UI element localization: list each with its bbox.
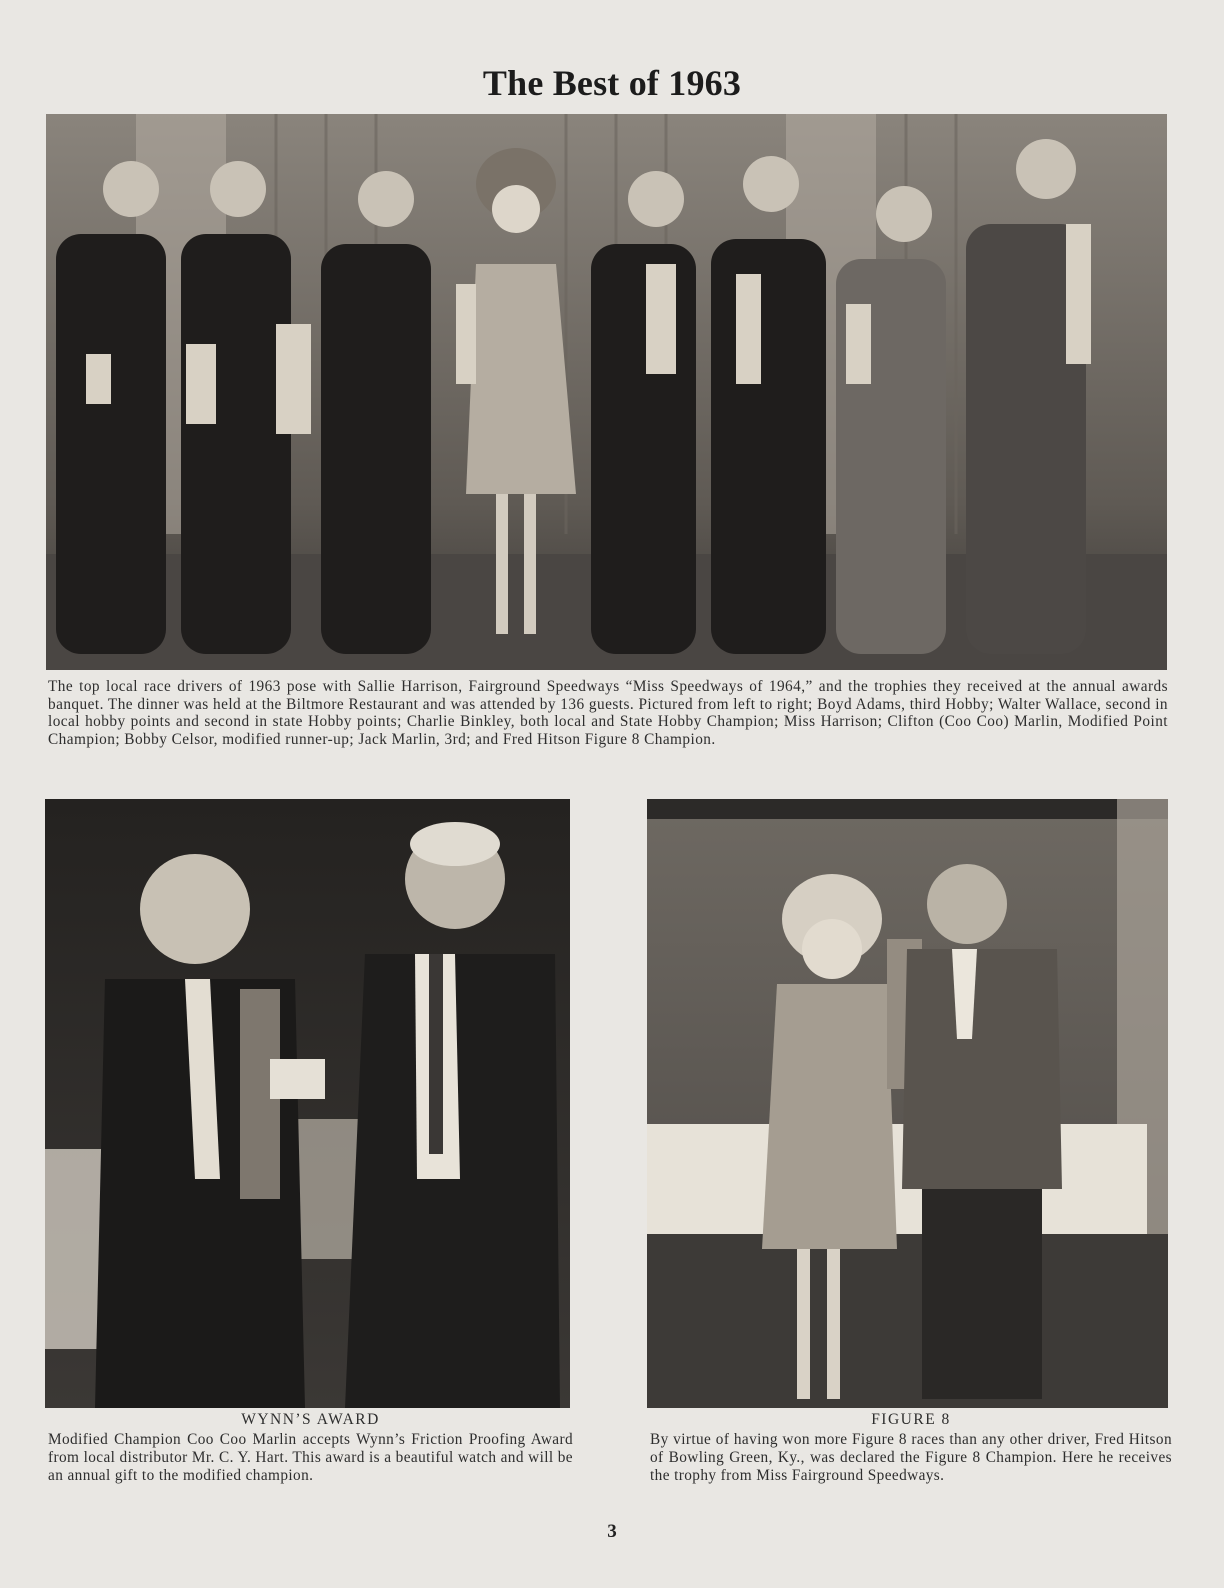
figure-8-caption bbox=[650, 1411, 1172, 1485]
wynns-award-heading: WYNN’S AWARD bbox=[241, 1411, 380, 1428]
figure-8-text: By virtue of having won more Figure 8 races than any other driver, Fred Hitson of Bowling Green, Ky., was declared the Figure 8 Champion. Here he receives the trophy from Miss Fairground Speedways. bbox=[650, 1431, 1172, 1484]
award-presentation-photo bbox=[45, 799, 570, 1408]
page-number: 3 bbox=[607, 1521, 617, 1542]
wynns-award-text: Modified Champion Coo Coo Marlin accepts Wynn’s Friction Proofing Award from local distributor Mr. C. Y. Hart. This award is a beautiful watch and will be an annual gift to the modified champion. bbox=[48, 1431, 573, 1484]
trophy-presentation-photo bbox=[647, 799, 1168, 1408]
main-photo-caption: The top local race drivers of 1963 pose with Sallie Harrison, Fairground Speedways “Miss Speedways of 1964,” and the trophies they received at the annual awards banquet. The dinner was held at the Biltmore Restaurant and was attended by 136 guests. Pictured from left to right; Boyd Adams, third Hobby; Walter Wallace, second in local hobby points and second in state Hobby points; Charlie Binkley, both local and State Hobby Champion; Miss Harrison; Clifton (Coo Coo) Marlin, Modified Point Champion; Bobby Celsor, modified runner-up; Jack Marlin, 3rd; and Fred Hitson Figure 8 Champion. bbox=[48, 678, 1168, 748]
banquet-group-photo bbox=[46, 114, 1167, 670]
page-title: The Best of 1963 bbox=[482, 63, 742, 103]
figure-8-heading: FIGURE 8 bbox=[871, 1411, 951, 1428]
wynns-award-caption bbox=[48, 1411, 573, 1485]
